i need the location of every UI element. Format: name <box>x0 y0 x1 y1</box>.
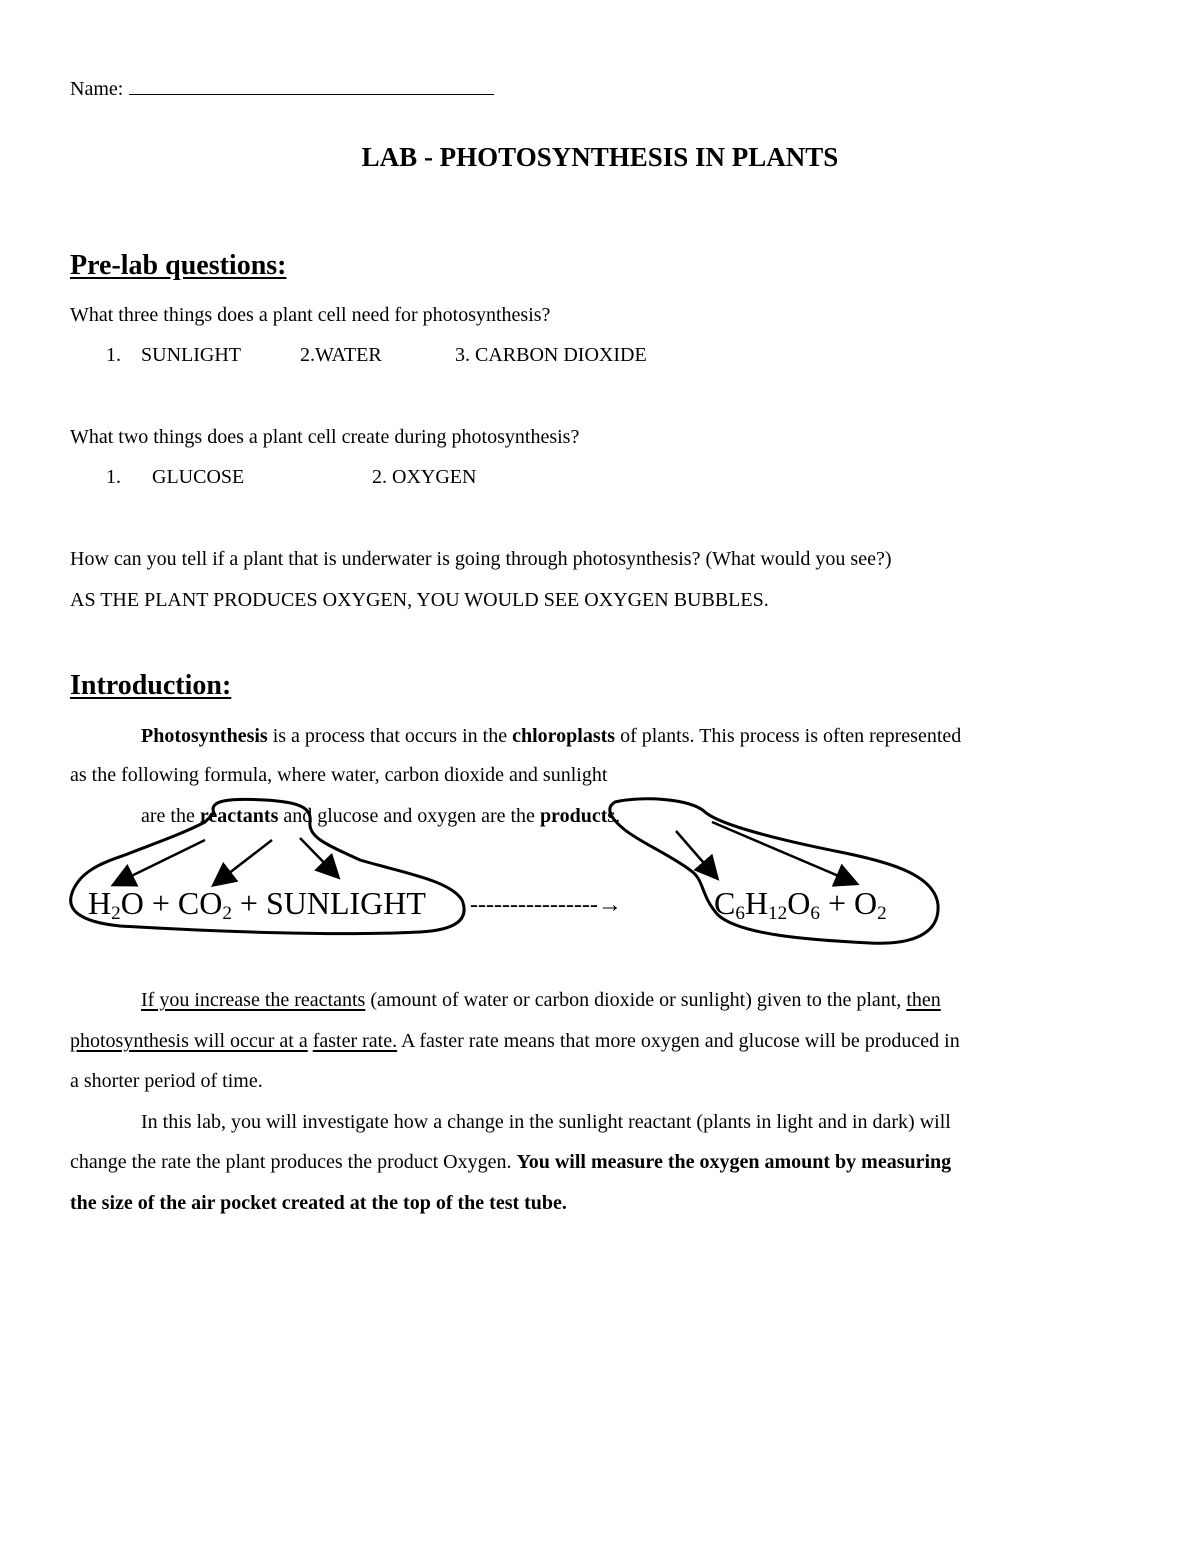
arrow-to-co2 <box>215 840 272 884</box>
q1-answer-num: 1. <box>106 344 121 366</box>
arrow-to-sunlight <box>300 838 337 876</box>
prelab-heading: Pre-lab questions: <box>70 250 287 281</box>
question-1: What three things does a plant cell need for photosynthesis? <box>70 304 551 326</box>
name-label: Name: <box>70 78 124 100</box>
q1-answer-3: 3. CARBON DIOXIDE <box>455 344 647 366</box>
q2-answer-num: 1. <box>106 466 121 488</box>
q1-answer-1: SUNLIGHT <box>141 344 241 366</box>
page-title: LAB - PHOTOSYNTHESIS IN PLANTS <box>361 142 839 172</box>
arrow-to-oxygen <box>712 822 855 883</box>
equation-reactants: $H_2O + CO_2$ + SUNLIGHT <box>88 885 426 924</box>
intro-p3-line2: change the rate the plant produces the product Oxygen. You will measure the oxygen amount by measuring <box>70 1151 952 1173</box>
q2-answer-1: GLUCOSE <box>152 466 245 488</box>
q3-answer: AS THE PLANT PRODUCES OXYGEN, YOU WOULD SEE OXYGEN BUBBLES. <box>70 589 769 611</box>
intro-p2-line2: photosynthesis will occur at a faster rate. A faster rate means that more oxygen and glucose will be produced in <box>70 1030 960 1052</box>
term-photosynthesis: Photosynthesis <box>141 725 268 747</box>
intro-p2-line3: a shorter period of time. <box>70 1070 263 1092</box>
intro-p2-line1: If you increase the reactants (amount of water or carbon dioxide or sunlight) given to the plant, then <box>141 989 941 1011</box>
name-blank-line[interactable] <box>129 76 494 95</box>
arrow-to-h2o <box>115 840 205 884</box>
equation-arrow: ----------------→ <box>470 892 622 918</box>
q2-answer-2: 2. OXYGEN <box>372 466 477 488</box>
intro-p3-line1: In this lab, you will investigate how a change in the sunlight reactant (plants in light and in dark) will <box>141 1111 951 1133</box>
arrow-to-glucose <box>676 831 716 877</box>
intro-p1-line2: as the following formula, where water, carbon dioxide and sunlight <box>70 764 608 786</box>
intro-p3-line3: the size of the air pocket created at the top of the test tube. <box>70 1192 567 1214</box>
intro-p1-line1: Photosynthesis is a process that occurs in the chloroplasts of plants. This process is often represented <box>141 725 962 747</box>
term-chloroplasts: chloroplasts <box>512 725 616 747</box>
term-reactants: reactants <box>199 805 279 827</box>
term-products: products <box>539 805 616 827</box>
equation-products: $C_6H_{12}O_6 + O_2$ <box>714 885 887 924</box>
q1-answer-2: 2.WATER <box>300 344 382 366</box>
introduction-heading: Introduction: <box>70 670 232 701</box>
name-field-row <box>70 76 494 99</box>
intro-p1-line3: are the reactants and glucose and oxygen are the products. <box>141 805 621 827</box>
question-3: How can you tell if a plant that is underwater is going through photosynthesis? (What would you see?) <box>70 548 892 570</box>
question-2: What two things does a plant cell create during photosynthesis? <box>70 426 580 448</box>
